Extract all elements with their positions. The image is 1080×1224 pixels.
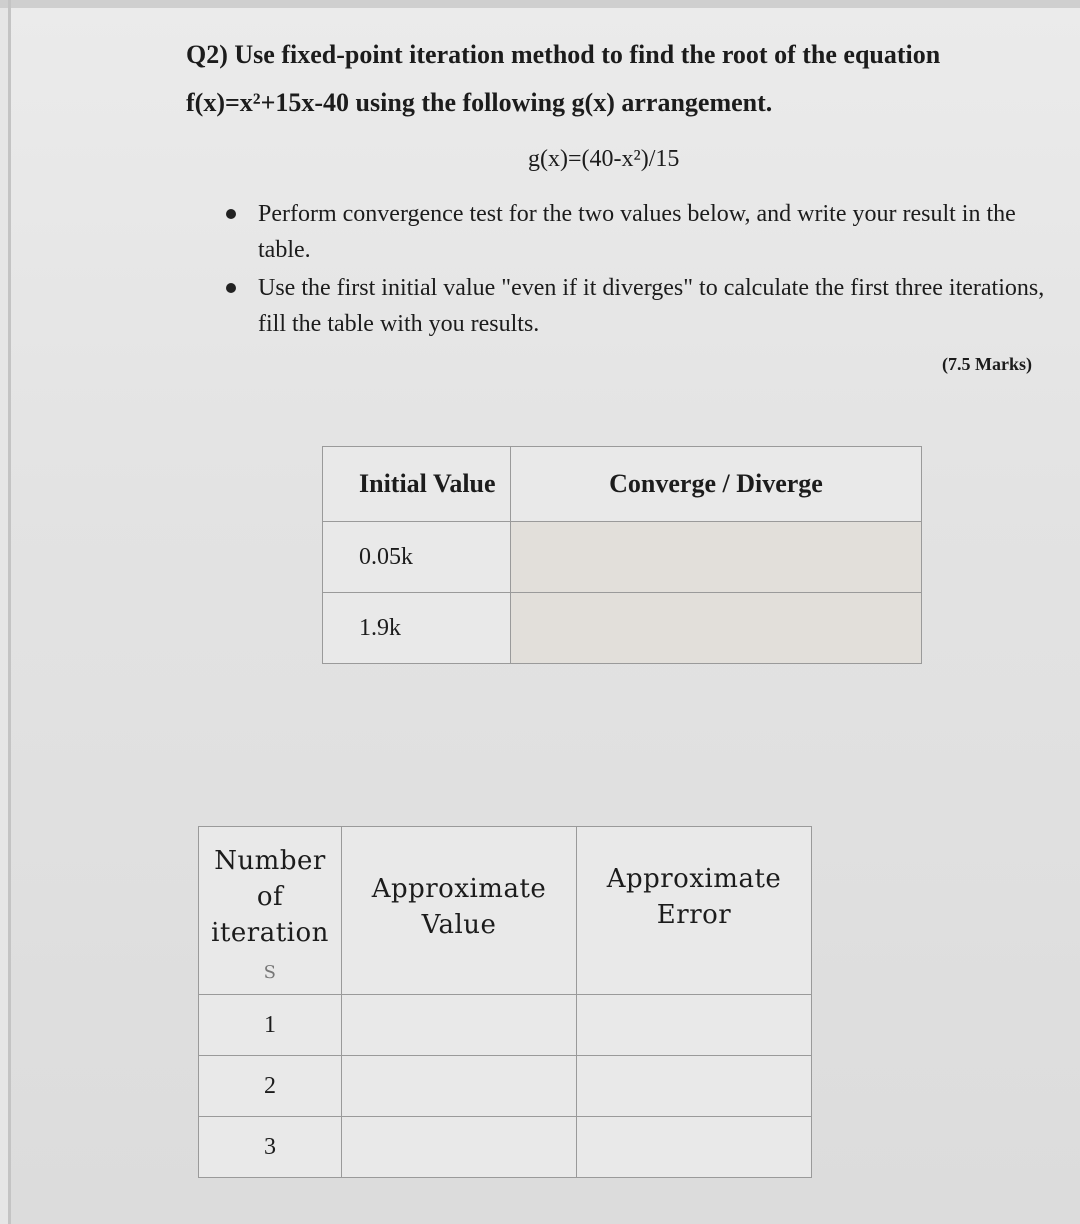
instruction-item xyxy=(226,196,1046,268)
table-row xyxy=(199,995,812,1056)
header-iteration-label: Number of iteration xyxy=(211,846,329,948)
approx-error-cell[interactable] xyxy=(577,1117,812,1178)
header-iteration-sub: S xyxy=(263,962,277,983)
instruction-text: Perform convergence test for the two values below, and write your result in the table. xyxy=(258,201,1016,263)
bullet-icon xyxy=(226,209,236,219)
top-edge xyxy=(0,0,1080,8)
bullet-icon xyxy=(226,283,236,293)
table-row xyxy=(323,522,922,593)
instruction-text: Use the first initial value "even if it diverges" to calculate the first three iterations, fill the table with you results. xyxy=(258,275,1045,337)
convergence-table xyxy=(322,446,922,664)
instruction-list xyxy=(226,196,1046,344)
table-row xyxy=(199,1056,812,1117)
marks-label: (7.5 Marks) xyxy=(942,354,1032,374)
g-arrangement: g(x)=(40-x²)/15 xyxy=(528,146,680,172)
iteration-number-cell: 2 xyxy=(199,1056,342,1117)
header-initial-value: Initial Value xyxy=(323,447,511,522)
header-converge-diverge: Converge / Diverge xyxy=(511,447,922,522)
initial-value-cell: 1.9k xyxy=(323,593,511,664)
question-title: Q2) Use fixed-point iteration method to find the root of the equation xyxy=(186,40,941,69)
table-row xyxy=(199,1117,812,1178)
question-equation: f(x)=x²+15x-40 using the following g(x) arrangement. xyxy=(186,88,773,117)
header-approximate-value: Approximate Value xyxy=(342,827,577,995)
approx-value-cell[interactable] xyxy=(342,1117,577,1178)
result-cell[interactable] xyxy=(511,522,922,593)
result-cell[interactable] xyxy=(511,593,922,664)
header-approximate-error: Approximate Error xyxy=(577,827,812,995)
approx-value-cell[interactable] xyxy=(342,1056,577,1117)
iteration-number-cell: 1 xyxy=(199,995,342,1056)
approx-error-cell[interactable] xyxy=(577,995,812,1056)
header-number-of-iteration xyxy=(199,827,342,995)
iteration-number-cell: 3 xyxy=(199,1117,342,1178)
approx-error-cell[interactable] xyxy=(577,1056,812,1117)
table-row xyxy=(323,593,922,664)
instruction-item xyxy=(226,270,1046,342)
initial-value-cell: 0.05k xyxy=(323,522,511,593)
table-header-row xyxy=(199,827,812,995)
iteration-table xyxy=(198,826,812,1178)
table-header-row xyxy=(323,447,922,522)
approx-value-cell[interactable] xyxy=(342,995,577,1056)
